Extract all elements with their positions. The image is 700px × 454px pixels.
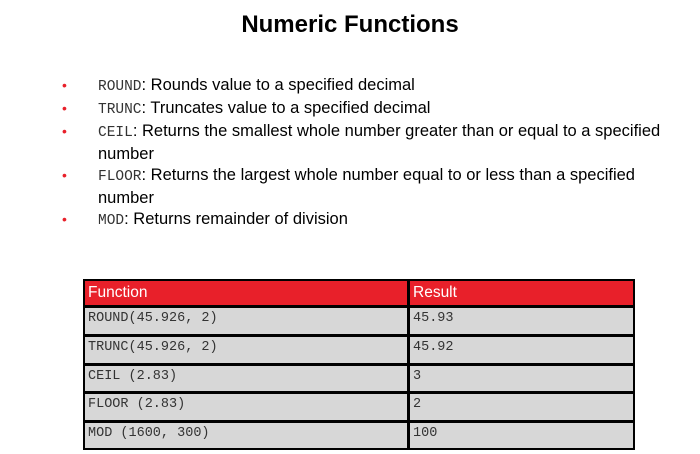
table-row xyxy=(85,308,633,334)
header-function: Function xyxy=(85,281,407,305)
list-item xyxy=(62,75,662,98)
table-row xyxy=(85,394,633,420)
function-cell: ROUND(45.926, 2) xyxy=(85,308,407,334)
result-cell: 100 xyxy=(410,423,633,448)
function-description: : Returns the smallest whole number greater than or equal to a specified number xyxy=(98,122,661,163)
function-table xyxy=(83,279,635,450)
function-description: : Rounds value to a specified decimal xyxy=(141,76,415,94)
bullet-icon: • xyxy=(62,100,67,116)
function-cell: MOD (1600, 300) xyxy=(85,423,407,448)
function-description: : Returns remainder of division xyxy=(124,210,348,228)
bullet-icon: • xyxy=(62,167,67,183)
result-cell: 45.93 xyxy=(410,308,633,334)
function-description: : Returns the largest whole number equal to or less than a specified number xyxy=(98,166,635,207)
result-cell: 45.92 xyxy=(410,337,633,363)
bullet-icon: • xyxy=(62,211,67,227)
function-cell: TRUNC(45.926, 2) xyxy=(85,337,407,363)
list-item xyxy=(62,121,662,165)
table-header-row xyxy=(85,281,633,305)
function-description: : Truncates value to a specified decimal xyxy=(141,99,431,117)
table-row xyxy=(85,423,633,448)
function-list xyxy=(62,75,662,232)
page-title: Numeric Functions xyxy=(241,11,459,38)
header-result: Result xyxy=(410,281,633,305)
function-name: TRUNC xyxy=(98,102,142,118)
function-name: FLOOR xyxy=(98,169,142,185)
list-item xyxy=(62,98,662,121)
function-name: MOD xyxy=(98,213,125,229)
bullet-icon: • xyxy=(62,77,67,93)
result-cell: 3 xyxy=(410,366,633,391)
table-row xyxy=(85,366,633,391)
function-name: CEIL xyxy=(98,125,133,141)
table-row xyxy=(85,337,633,363)
list-item xyxy=(62,165,662,209)
result-cell: 2 xyxy=(410,394,633,420)
function-cell: FLOOR (2.83) xyxy=(85,394,407,420)
function-cell: CEIL (2.83) xyxy=(85,366,407,391)
function-name: ROUND xyxy=(98,79,142,95)
bullet-icon: • xyxy=(62,123,67,139)
list-item xyxy=(62,209,662,232)
